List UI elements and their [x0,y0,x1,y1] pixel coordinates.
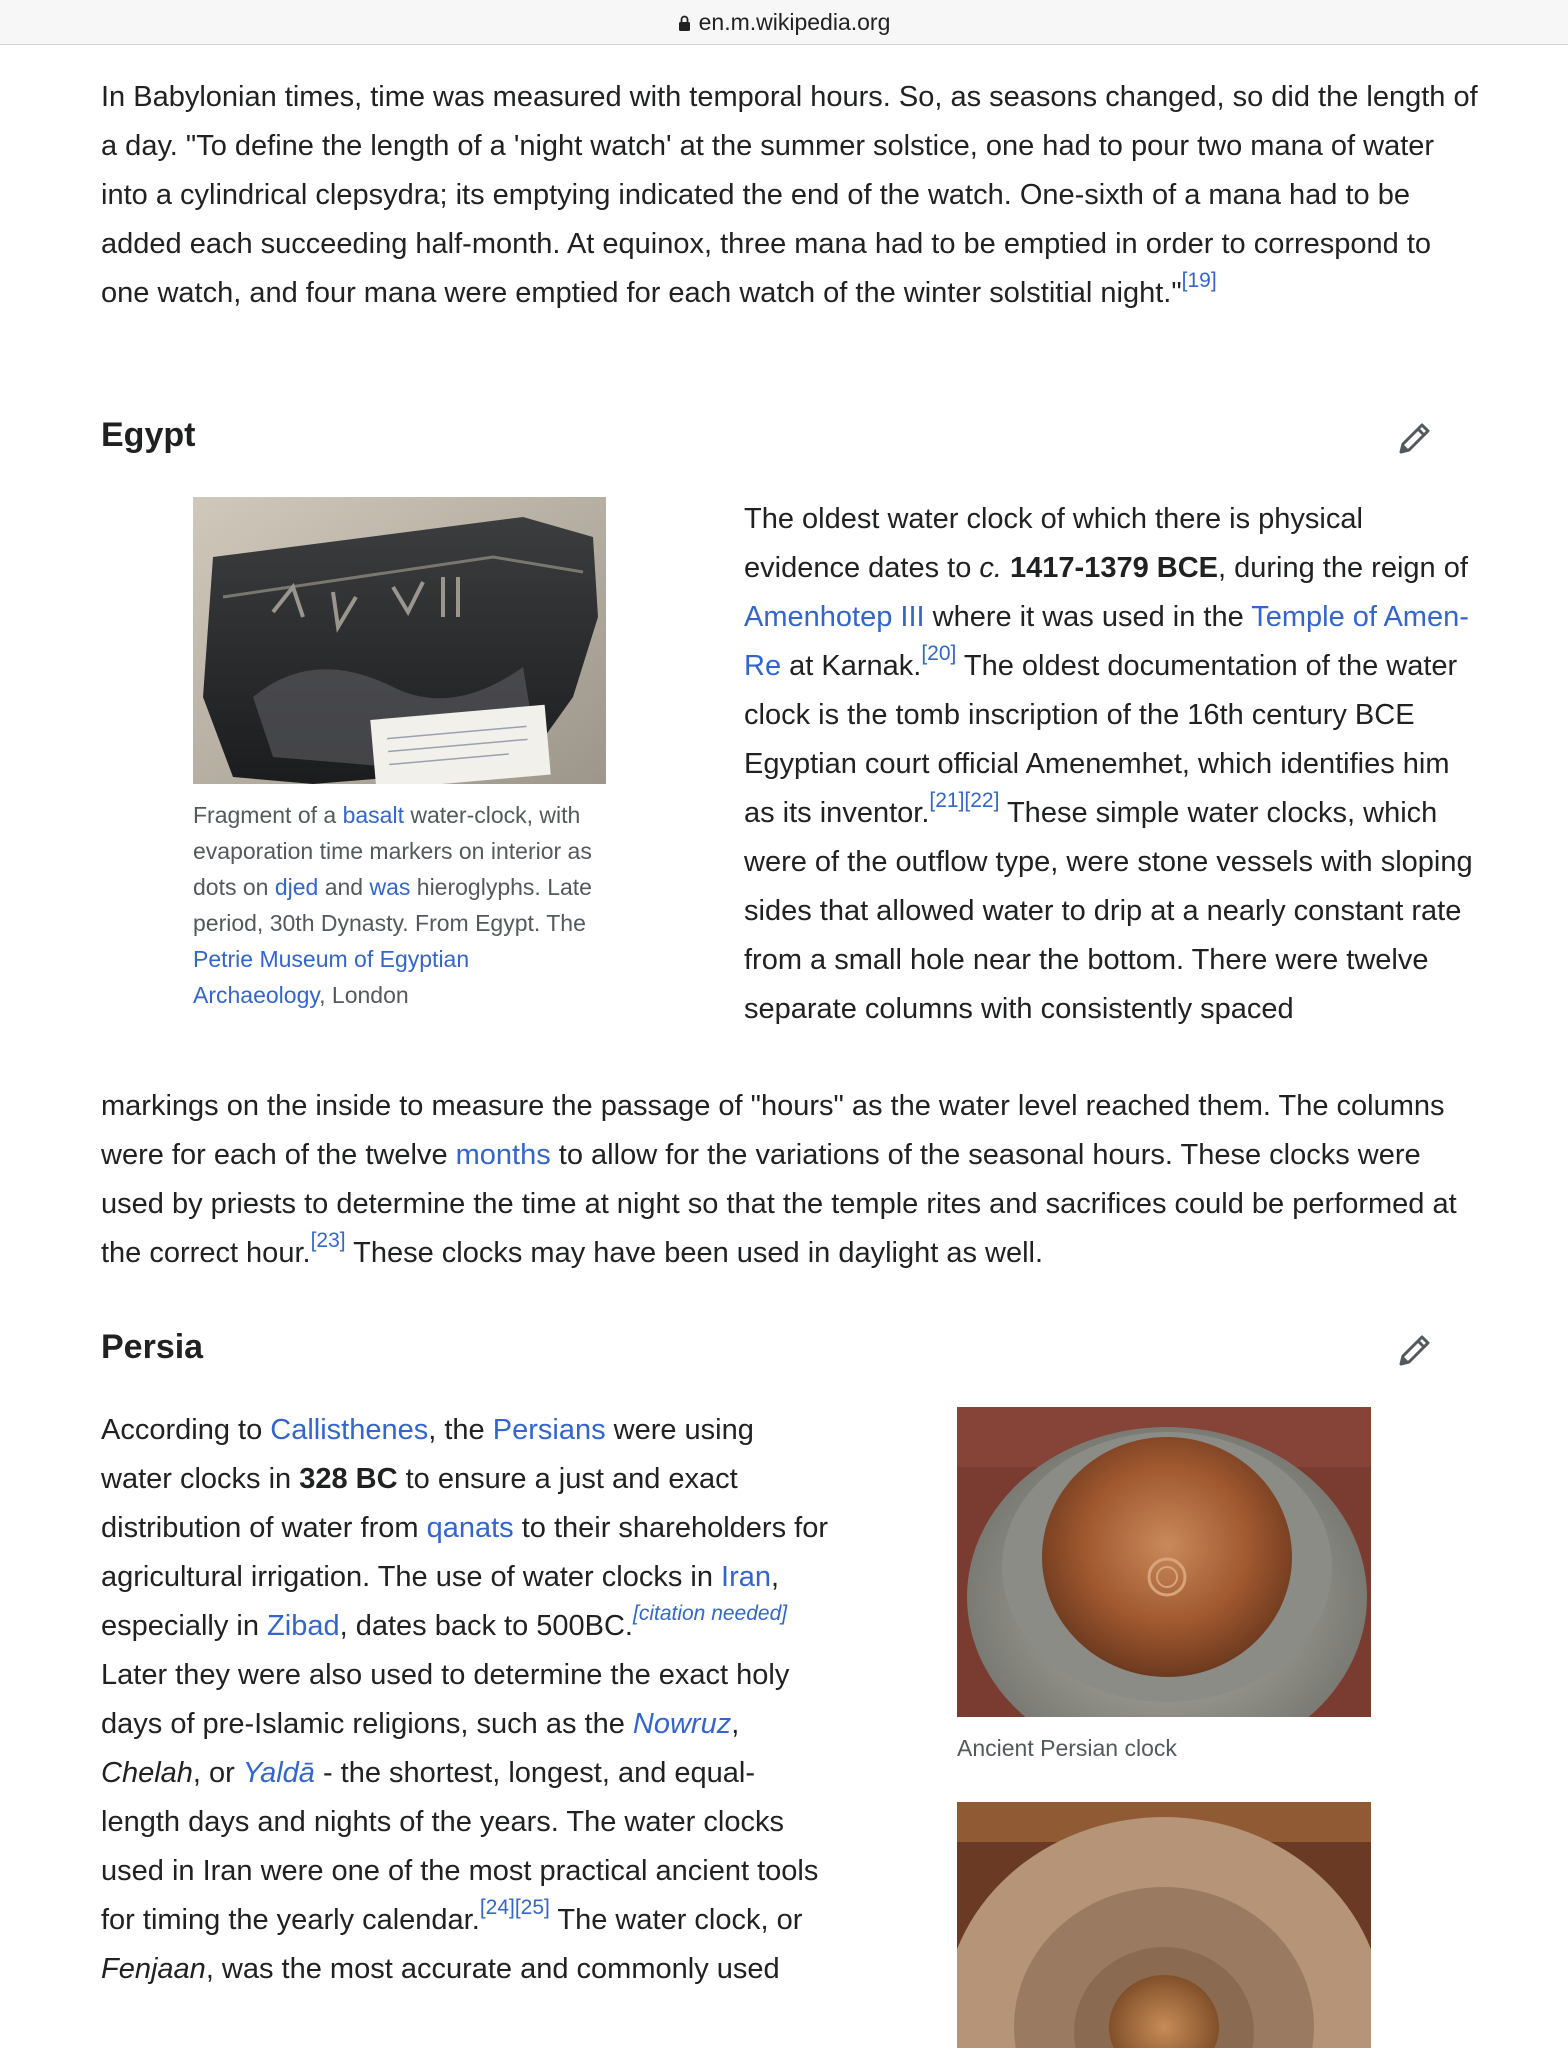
browser-url-bar[interactable] [0,0,1568,45]
ref-19-link[interactable]: [19] [1181,269,1217,293]
basalt-fragment-picture [193,497,606,784]
zibad-link[interactable]: Zibad [267,1610,340,1642]
iran-link[interactable]: Iran [721,1561,772,1593]
citation-needed-link[interactable]: [citation needed] [632,1602,788,1626]
basalt-water-clock-image[interactable] [193,497,606,784]
ref-25-link[interactable]: [25] [514,1896,550,1920]
babylon-paragraph: In Babylonian times, time was measured with temporal hours. So, as seasons changed, so did the length of a day. "To define the length of a 'night watch' at the summer solstice, one had to pour two mana of water into a cylindrical clepsydra; its emptying indicated the end of the watch. One-sixth of a mana had to be added each succeeding half-month. At equinox, three mana had to be emptied in order to correspond to one watch, and four mana were emptied for each watch of the winter solstitial night."[19] [101,81,1478,309]
pencil-icon[interactable] [1395,1330,1435,1370]
persian-clock-caption: Ancient Persian clock [957,1735,1177,1761]
persia-paragraph: According to Callisthenes, the Persians were using water clocks in 328 BC to ensure a just and exact distribution of water from qanats to their shareholders for agricultural irrigation. The use of water clocks in Iran, especially in Zibad, dates back to 500BC.[citation needed] Later they were also used to determine the exact holy days of pre-Islamic religions, such as the Nowruz, Chelah, or Yaldā - the shortest, longest, and equal-length days and nights of the years. The water clocks used in Iran were one of the most practical ancient tools for timing the yearly calendar.[24][25] The water clock, or Fenjaan, was the most accurate and commonly used [101,1414,828,1985]
copper-bowl-picture [957,1407,1371,1717]
copper-vessel-picture [957,1802,1371,2048]
ref-22-link[interactable]: [22] [964,789,1000,813]
ref-23-link[interactable]: [23] [310,1229,346,1253]
amenhotep-link[interactable]: Amenhotep III [744,601,925,633]
callisthenes-link[interactable]: Callisthenes [270,1414,429,1446]
egypt-heading: Egypt [101,416,196,454]
ref-21-link[interactable]: [21] [929,789,965,813]
ref-20-link[interactable]: [20] [921,642,957,666]
months-link[interactable]: months [455,1139,551,1171]
yalda-link[interactable]: Yaldā [242,1757,315,1789]
pencil-icon[interactable] [1395,418,1435,458]
lock-icon [678,15,691,32]
persian-clock-image[interactable] [957,1407,1371,1717]
petrie-museum-link[interactable]: Petrie Museum of Egyptian Archaeology [193,946,470,1008]
persians-link[interactable]: Persians [492,1414,606,1446]
djed-link[interactable]: djed [274,874,319,900]
ref-24-link[interactable]: [24] [479,1896,515,1920]
temple-amen-re-link[interactable]: Temple of Amen-Re [744,601,1469,682]
qanats-link[interactable]: qanats [426,1512,514,1544]
basalt-link[interactable]: basalt [342,802,404,828]
egypt-paragraph-continued: markings on the inside to measure the passage of "hours" as the water level reached them. The columns were for each of the twelve months to allow for the variations of the seasonal hours. These clocks were used by priests to determine the time at night so that the temple rites and sacrifices could be performed at the correct hour.[23] These clocks may have been used in daylight as well. [101,1090,1457,1269]
persian-clock-image-2[interactable] [957,1802,1371,2048]
egypt-image-caption: Fragment of a basalt water-clock, with evaporation time markers on interior as dots on djed and was hieroglyphs. Late period, 30th Dynasty. From Egypt. The Petrie Museum of Egyptian Archaeology, London [193,802,592,1008]
persia-heading: Persia [101,1328,204,1366]
url-text: en.m.wikipedia.org [698,8,891,35]
egypt-paragraph: The oldest water clock of which there is physical evidence dates to c. 1417-1379 BCE, during the reign of Amenhotep III where it was used in the Temple of Amen-Re at Karnak.[20] The oldest documentation of the water clock is the tomb inscription of the 16th century BCE Egyptian court official Amenemhet, which identifies him as its inventor.[21][22] These simple water clocks, which were of the outflow type, were stone vessels with sloping sides that allowed water to drip at a nearly constant rate from a small hole near the bottom. There were twelve separate columns with consistently spaced [744,503,1473,1025]
was-link[interactable]: was [369,874,411,900]
nowruz-link[interactable]: Nowruz [632,1708,732,1740]
